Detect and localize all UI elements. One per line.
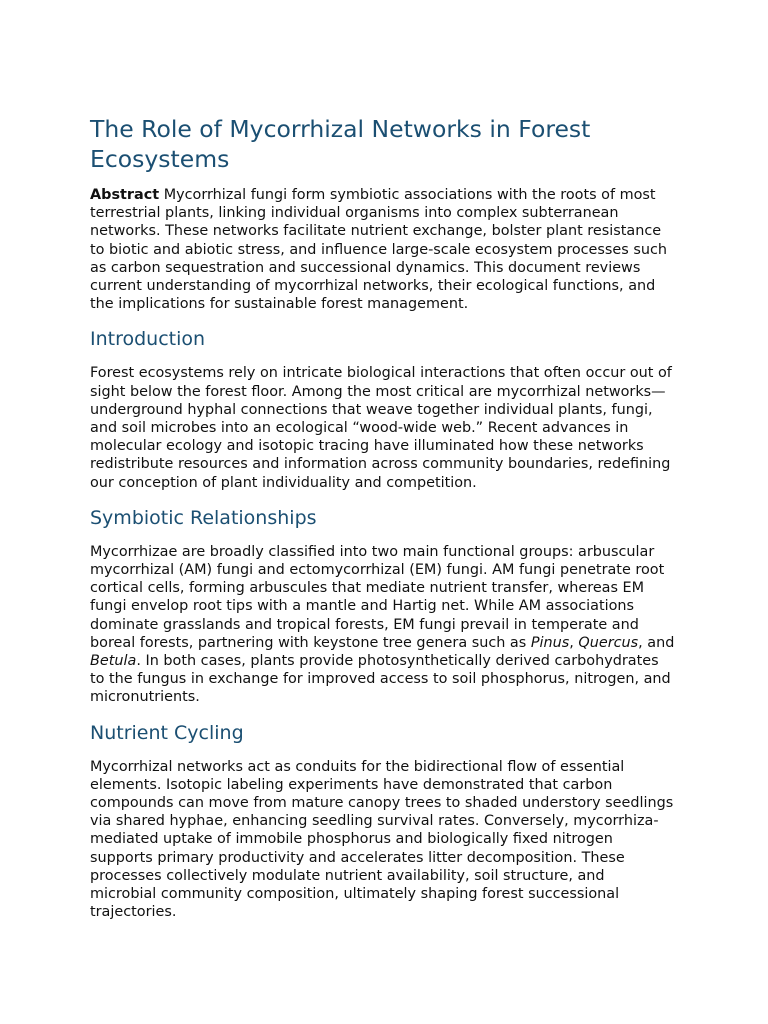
abstract-label: Abstract [90,187,160,203]
genus-quercus: Quercus [578,634,639,651]
genus-pinus: Pinus [530,634,570,651]
document-title: The Role of Mycorrhizal Networks in Forest Ecosystems [90,115,591,173]
separator: , [569,634,579,651]
section-body: Mycorrhizal networks act as conduits for the bidirectional flow of essential elements. Isotopic labeling experiments have demonstrated that carbon compounds can move from mature canopy trees to shaded understory seedlings via shared hyphae, enhancing seedling survival rates. Conversely, mycorrhiza-mediated uptake of immobile phosphorus and biologically fixed nitrogen supports primary productivity and accelerates litter decomposition. These processes collectively modulate nutrient availability, soil structure, and microbial community composition, ultimately shaping forest successional trajectories. [90,758,674,921]
section-nutrient-cycling [90,720,675,922]
section-heading: Symbiotic Relationships [90,506,317,529]
body-text: Mycorrhizae are broadly classified into two main functional groups: arbuscular mycorrhizal (AM) fungi and ectomycorrhizal (EM) fungi. AM fungi penetrate root cortical cells, forming arbuscules that mediate nutrient transfer, whereas EM fungi envelop root tips with a mantle and Hartig net. While AM associations dominate grasslands and tropical forests, EM fungi prevail in temperate and boreal forests, partnering with keystone tree genera such as [90,543,665,651]
section-body: Forest ecosystems rely on intricate biological interactions that often occur out of sight below the forest floor. Among the most critical are mycorrhizal networks—underground hyphal connections that weave together individual plants, fungi, and soil microbes into an ecological “wood-wide web.” Recent advances in molecular ecology and isotopic tracing have illuminated how these networks redistribute resources and information across community boundaries, redefining our conception of plant individuality and competition. [90,365,672,491]
section-heading: Nutrient Cycling [90,721,244,744]
body-text: . In both cases, plants provide photosynthetically derived carbohydrates to the fungus in exchange for improved access to soil phosphorus, nitrogen, and micronutrients. [90,653,671,706]
document-page [90,114,675,922]
section-introduction [90,326,675,491]
abstract-text: Mycorrhizal fungi form symbiotic associations with the roots of most terrestrial plants, linking individual organisms into complex subterranean networks. These networks facilitate nutrient exchange, bolster plant resistance to biotic and abiotic stress, and influence large-scale ecosystem processes such as carbon sequestration and successional dynamics. This document reviews current understanding of mycorrhizal networks, their ecological functions, and the implications for sustainable forest management. [90,187,667,313]
section-body [90,543,675,707]
separator: , and [638,634,675,651]
section-symbiotic-relationships [90,505,675,707]
genus-betula: Betula [90,653,137,670]
abstract-paragraph [90,186,675,313]
section-heading: Introduction [90,328,206,351]
